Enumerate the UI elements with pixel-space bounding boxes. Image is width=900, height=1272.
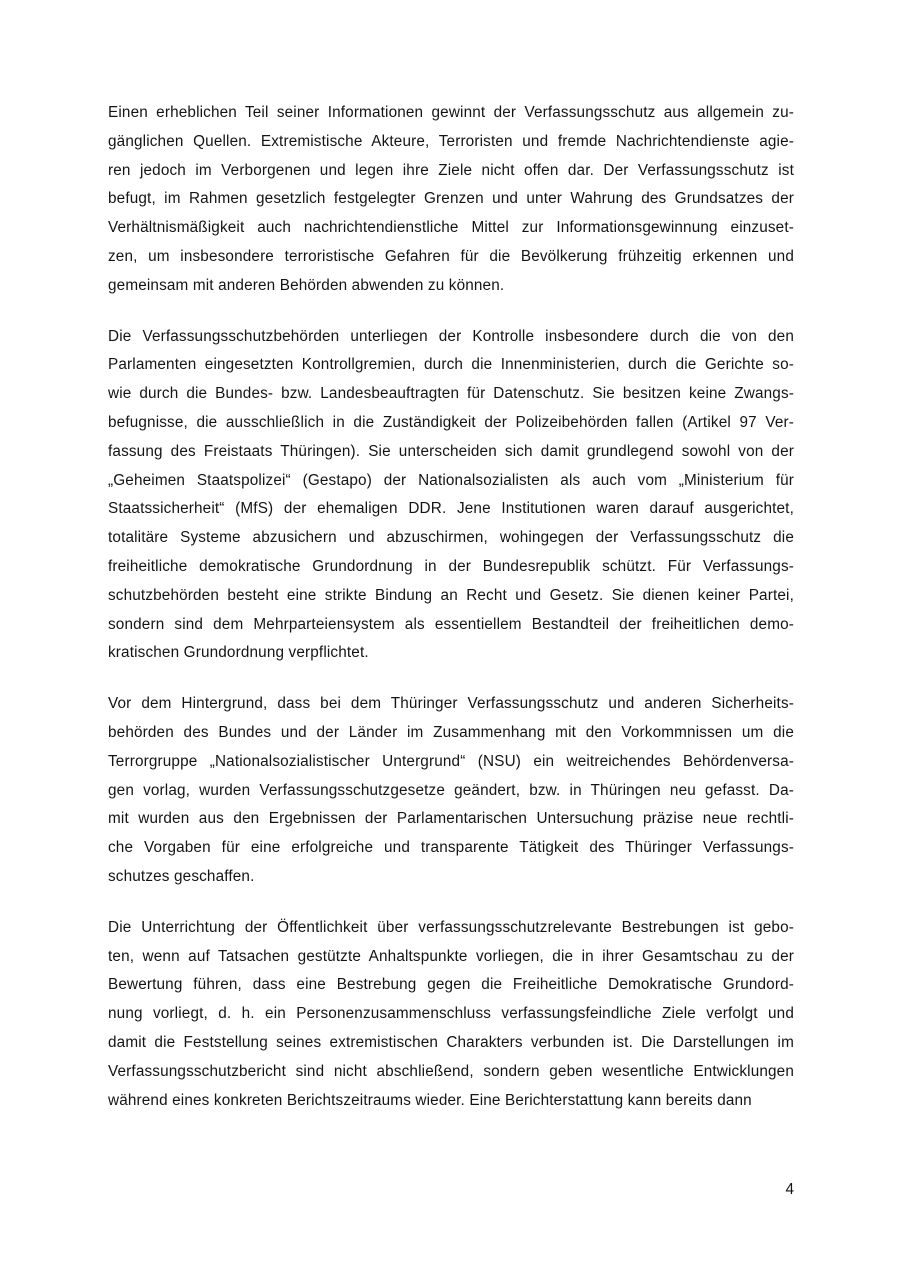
text-line: Einen erheblichen Teil seiner Informationen gewinnt der Verfassungsschutz aus allgemein zu- xyxy=(108,104,794,121)
text-line: nung vorliegt, d. h. ein Personenzusammenschluss verfassungsfeindliche Ziele verfolgt und xyxy=(108,1005,794,1023)
text-line: Die Verfassungsschutzbehörden unterliegen der Kontrolle insbesondere durch die von den xyxy=(108,327,794,345)
text-line: gen vorlag, wurden Verfassungsschutzgesetze geändert, bzw. in Thüringen neu gefasst. Da- xyxy=(108,781,794,799)
text-line: sondern sind dem Mehrparteiensystem als essentiellem Bestandteil der freiheitlichen demo- xyxy=(108,615,794,633)
text-line: mit wurden aus den Ergebnissen der Parlamentarischen Untersuchung präzise neue rechtli- xyxy=(108,810,794,828)
text-line: Verfassungsschutzbericht sind nicht abschließend, sondern geben wesentliche Entwicklungen xyxy=(108,1062,794,1080)
text-line: befugt, im Rahmen gesetzlich festgelegter Grenzen und unter Wahrung des Grundsatzes der xyxy=(108,190,794,208)
text-line: „Geheimen Staatspolizei“ (Gestapo) der Nationalsozialisten als auch vom „Ministerium für xyxy=(108,471,794,489)
text-line: totalitäre Systeme abzusichern und abzuschirmen, wohingegen der Verfassungsschutz die xyxy=(108,529,794,547)
text-line: damit die Feststellung seines extremistischen Charakters verbunden ist. Die Darstellungen im xyxy=(108,1033,794,1051)
text-line: ten, wenn auf Tatsachen gestützte Anhaltspunkte vorliegen, die in ihrer Gesamtschau zu der xyxy=(108,947,794,965)
text-line: kratischen Grundordnung verpflichtet. xyxy=(108,644,369,662)
body-text-column xyxy=(108,99,794,1115)
text-line: freiheitliche demokratische Grundordnung in der Bundesrepublik schützt. Für Verfassungs- xyxy=(108,557,794,575)
text-line: befugnisse, die ausschließlich in die Zuständigkeit der Polizeibehörden fallen (Artikel 97 Ver- xyxy=(108,413,794,431)
text-line: gänglichen Quellen. Extremistische Akteure, Terroristen und fremde Nachrichtendienste agie- xyxy=(108,132,794,150)
text-line: gemeinsam mit anderen Behörden abwenden zu können. xyxy=(108,276,505,294)
text-line: Bewertung führen, dass eine Bestrebung gegen die Freiheitliche Demokratische Grundord- xyxy=(108,976,794,994)
paragraph xyxy=(108,323,794,669)
text-line: Parlamenten eingesetzten Kontrollgremien, durch die Innenministerien, durch die Gerichte so- xyxy=(108,356,794,374)
text-line: Vor dem Hintergrund, dass bei dem Thüringer Verfassungsschutz und anderen Sicherheits- xyxy=(108,695,794,713)
text-line: che Vorgaben für eine erfolgreiche und transparente Tätigkeit des Thüringer Verfassungs- xyxy=(108,839,794,857)
text-line: wie durch die Bundes- bzw. Landesbeauftragten für Datenschutz. Sie besitzen keine Zwangs- xyxy=(108,385,794,403)
text-line: ren jedoch im Verborgenen und legen ihre Ziele nicht offen dar. Der Verfassungsschutz ist xyxy=(108,161,794,179)
page-number: 4 xyxy=(785,1181,794,1198)
text-line: Staatssicherheit“ (MfS) der ehemaligen DDR. Jene Institutionen waren darauf ausgerichtet, xyxy=(108,500,794,518)
text-line: behörden des Bundes und der Länder im Zusammenhang mit den Vorkommnissen um die xyxy=(108,723,794,741)
paragraph xyxy=(108,99,794,301)
paragraph xyxy=(108,690,794,892)
text-line: zen, um insbesondere terroristische Gefahren für die Bevölkerung frühzeitig erkennen und xyxy=(108,247,794,265)
text-line: schutzes geschaffen. xyxy=(108,867,255,885)
paragraph xyxy=(108,914,794,1116)
text-line: schutzbehörden besteht eine strikte Bindung an Recht und Gesetz. Sie dienen keiner Partei, xyxy=(108,586,794,604)
text-line: Terrorgruppe „Nationalsozialistischer Untergrund“ (NSU) ein weitreichendes Behördenversa- xyxy=(108,752,794,770)
text-line: Die Unterrichtung der Öffentlichkeit über verfassungsschutzrelevante Bestrebungen ist gebo- xyxy=(108,918,794,936)
text-line: Verhältnismäßigkeit auch nachrichtendienstliche Mittel zur Informationsgewinnung einzuset- xyxy=(108,219,794,237)
text-line: während eines konkreten Berichtszeitraums wieder. Eine Berichterstattung kann bereits dann xyxy=(108,1091,752,1109)
text-line: fassung des Freistaats Thüringen). Sie unterscheiden sich damit grundlegend sowohl von der xyxy=(108,442,794,460)
